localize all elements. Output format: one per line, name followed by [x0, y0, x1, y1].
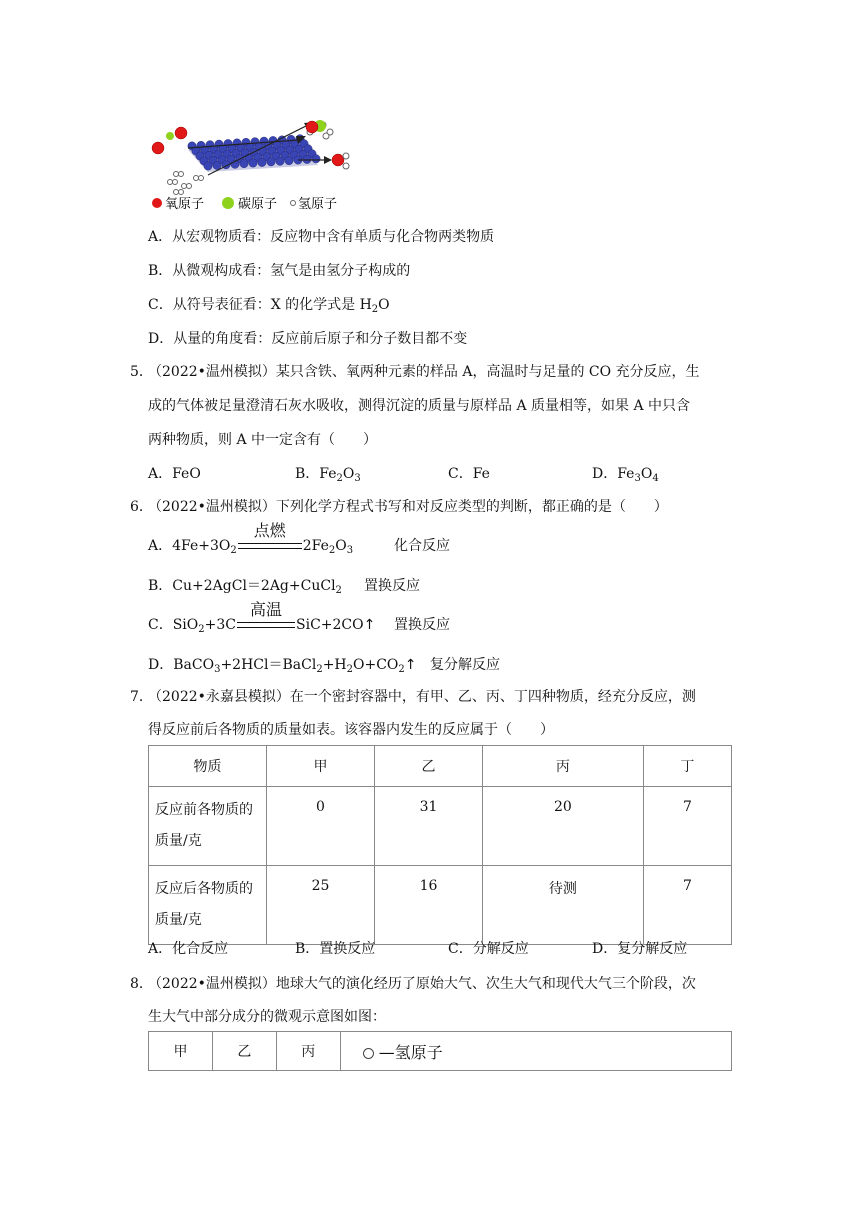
q5-line-3: 两种物质，则 A 中一定含有（ ）: [148, 432, 378, 448]
table-header-cell: 乙: [212, 1032, 276, 1071]
table-row: [149, 787, 732, 866]
catalyst-atom: [204, 162, 212, 170]
catalyst-atom: [285, 156, 293, 164]
row-label: 反应前各物质的 质量/克: [149, 787, 267, 866]
q8-line-1: （2022•温州模拟）地球大气的演化经历了原始大气、次生大气和现代大气三个阶段，次: [148, 976, 696, 992]
gas-arrow-icon: ↑: [363, 617, 376, 633]
q6-option-c: C．SiO$_2$+3C 高温 SiC+2CO↑: [148, 614, 375, 635]
condition-label: 高温: [249, 600, 282, 619]
q7-option-b: B．置换反应: [295, 941, 376, 957]
catalyst-reaction-illustration: [148, 120, 368, 212]
catalyst-atom: [258, 158, 266, 166]
q5-line-1: （2022•温州模拟）某只含铁、氧两种元素的样品 A，高温时与足量的 CO 充分反应，生: [148, 364, 700, 380]
legend-oxygen-icon: [152, 198, 162, 208]
catalyst-atom: [276, 157, 284, 165]
table-header-row: [149, 1032, 732, 1071]
table-header-cell: 物质: [149, 746, 267, 787]
q4-option-d: D．从量的角度看：反应前后原子和分子数目都不变: [148, 331, 468, 347]
carbon-atom: [166, 132, 174, 140]
q8-line-2: 生大气中部分成分的微观示意图如图：: [148, 1009, 386, 1025]
q6-number: 6．: [130, 499, 153, 515]
q6-option-b: B．Cu+2AgCl＝2Ag+CuCl$_2$: [148, 578, 342, 596]
q6-option-b-type: 置换反应: [364, 578, 420, 594]
q5-option-d: D．$Fe_3O_4$: [592, 466, 659, 484]
catalyst-atom: [312, 155, 320, 163]
q4-option-c-tail: O: [378, 297, 390, 313]
q8-number: 8．: [130, 976, 153, 992]
legend-cell: [340, 1032, 731, 1071]
table-cell: 7: [643, 787, 731, 866]
q7-option-a: A．化合反应: [148, 941, 229, 957]
legend-hydrogen-label: 氢原子: [298, 197, 338, 212]
q7-option-c: C．分解反应: [448, 941, 529, 957]
equation-condition-arrow: [236, 600, 296, 633]
table-header-cell: 丙: [483, 746, 644, 787]
reaction-diagram: [148, 120, 368, 212]
table-header-row: [149, 746, 732, 787]
table-header-cell: 丙: [276, 1032, 340, 1071]
catalyst-atom: [267, 158, 275, 166]
table-row: [149, 866, 732, 945]
table-header-cell: 甲: [149, 1032, 213, 1071]
hydrogen-atom-icon: [363, 1048, 374, 1059]
table-header-cell: 乙: [375, 746, 483, 787]
q6-option-c-type: 置换反应: [394, 617, 450, 633]
legend-hydrogen-label: 氢原子: [394, 1042, 443, 1062]
q7-line-1: （2022•永嘉县模拟）在一个密封容器中，有甲、乙、丙、丁四种物质，经充分反应，测: [148, 689, 696, 705]
q6-option-a-type: 化合反应: [394, 538, 450, 554]
legend-hydrogen-icon: [291, 201, 296, 206]
q4-option-c: [148, 294, 390, 315]
catalyst-atom: [303, 155, 311, 163]
row-label: 反应后各物质的 质量/克: [149, 866, 267, 945]
q7-line-2: 得反应前后各物质的质量如表。该容器内发生的反应属于（ ）: [148, 722, 554, 738]
q6-option-a: A．$4Fe+3O_2$ 点燃 $2Fe_2O_3$: [148, 535, 353, 556]
legend-oxygen-label: 氧原子: [165, 197, 205, 212]
catalyst-atom: [240, 159, 248, 167]
legend-carbon-label: 碳原子: [238, 197, 278, 212]
q6-option-d: D．$BaCO_3+2HCl=BaCl_2+H_2O+CO_2↑$: [148, 657, 417, 675]
equation-condition-arrow: [237, 521, 303, 554]
oxygen-atom: [152, 142, 164, 154]
condition-label: 点燃: [253, 521, 286, 540]
q8-molecule-table: [148, 1031, 732, 1071]
oxygen-atom: [175, 127, 187, 139]
catalyst-atom: [213, 161, 221, 169]
q5-option-c: C．Fe: [448, 466, 490, 482]
q7-option-d: D．复分解反应: [592, 941, 688, 957]
table-cell: 16: [375, 866, 483, 945]
table-cell: 31: [375, 787, 483, 866]
q4-option-c-text: C．从符号表征看：X 的化学式是 H: [148, 297, 372, 313]
legend-dash: —: [378, 1042, 395, 1062]
oxygen-atom: [332, 154, 344, 166]
q4-option-a: A．从宏观物质看：反应物中含有单质与化合物两类物质: [148, 229, 495, 245]
catalyst-atom: [249, 159, 257, 167]
table-header-cell: 丁: [643, 746, 731, 787]
q7-mass-table: [148, 745, 732, 945]
q5-number: 5．: [130, 364, 153, 380]
table-cell: 待测: [483, 866, 644, 945]
q6-option-d-type: 复分解反应: [430, 657, 500, 673]
oxygen-atom: [306, 121, 318, 133]
table-cell: 20: [483, 787, 644, 866]
gas-arrow-icon: ↑: [404, 657, 417, 673]
q7-number: 7．: [130, 689, 153, 705]
table-cell: 7: [643, 866, 731, 945]
q4-option-b: B．从微观构成看：氢气是由氢分子构成的: [148, 263, 411, 279]
table-cell: 25: [267, 866, 375, 945]
q6-line-1: （2022•温州模拟）下列化学方程式书写和对反应类型的判断，都正确的是（ ）: [148, 499, 668, 515]
q5-option-a: A．FeO: [148, 466, 201, 482]
legend-carbon-icon: [222, 197, 234, 209]
q5-line-2: 成的气体被足量澄清石灰水吸收，测得沉淀的质量与原样品 A 质量相等，如果 A 中只含: [148, 398, 691, 414]
q5-option-b: B．$Fe_2O_3$: [295, 466, 361, 484]
hydrogen-molecules: [168, 172, 204, 195]
table-cell: 0: [267, 787, 375, 866]
subscript: 2: [371, 304, 379, 315]
table-header-cell: 甲: [267, 746, 375, 787]
